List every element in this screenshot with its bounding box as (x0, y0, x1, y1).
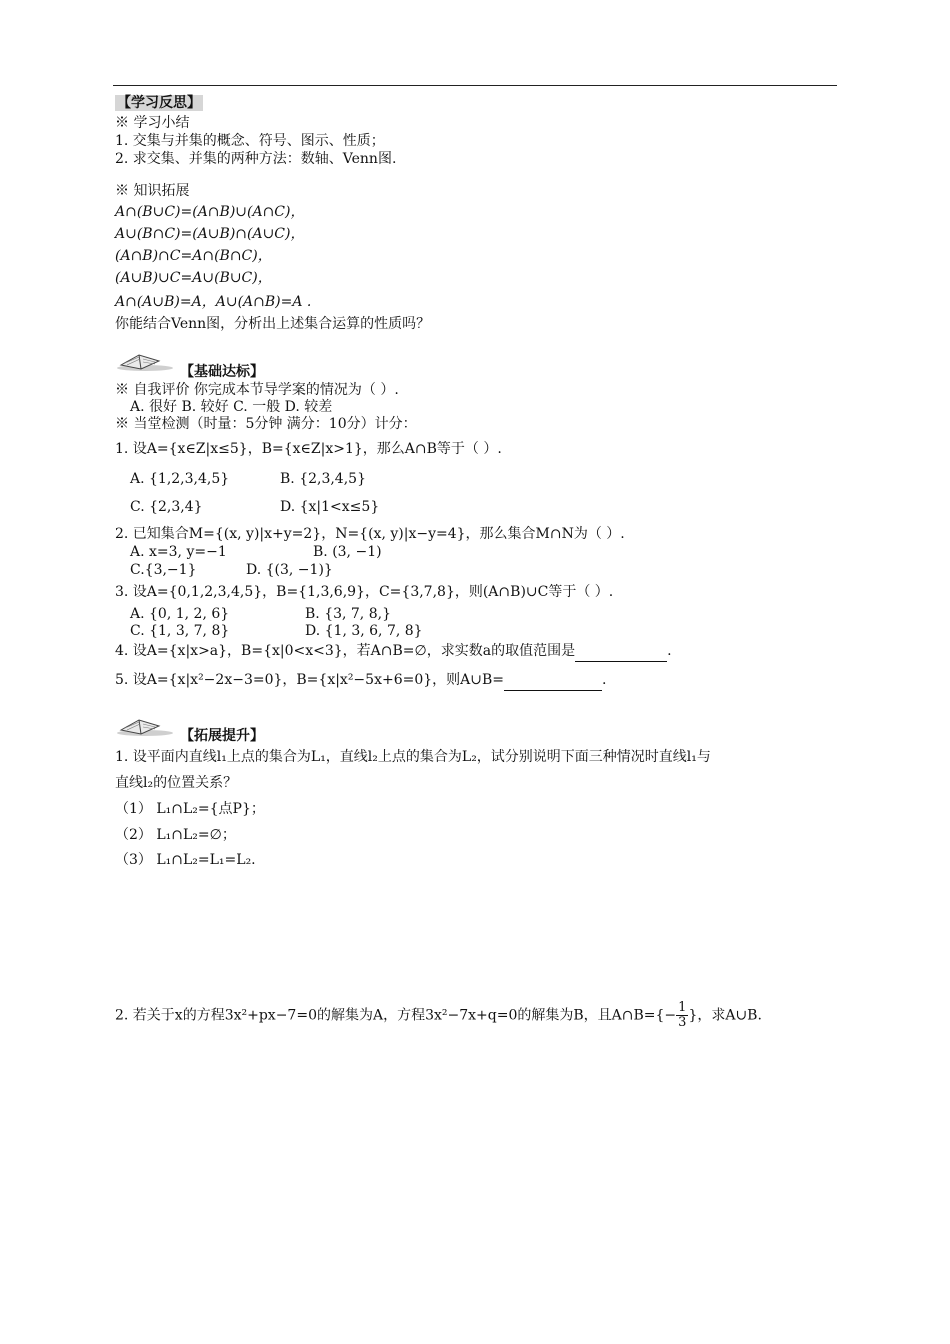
basic-title: 【基础达标】 (180, 364, 264, 380)
summary-item-1: 1. 交集与并集的概念、符号、图示、性质； (115, 133, 385, 149)
problem-1-line-1: 1. 设平面内直线l₁上点的集合为L₁，直线l₂上点的集合为L₂，试分别说明下面三种情况时直线l₁与 (115, 749, 711, 765)
extension-heading: ※ 知识拓展 (115, 183, 190, 199)
q2-option-a: A. x=3, y=−1 (130, 544, 227, 560)
problem-1-line-2: 直线l₂的位置关系？ (115, 775, 238, 791)
reflection-title: 【学习反思】 (117, 95, 201, 111)
q1-option-c: C. {2,3,4} (130, 499, 203, 515)
extend-title: 【拓展提升】 (180, 728, 264, 744)
question-4: 4. 设A={x|x>a}，B={x|0<x<3}，若A∩B=∅，求实数a的取值范围是 . (115, 641, 672, 662)
question-1: 1. 设A={x∈Z|x≤5}，B={x∈Z|x>1}，那么A∩B等于（ ）. (115, 441, 502, 457)
problem-2: 2. 若关于x的方程3x²+px−7=0的解集为A，方程3x²−7x+q=0的解集为B，且A∩B={− $\frac{1}{3}$ }，求A∪B. (115, 1000, 762, 1030)
self-evaluation: ※ 自我评价 你完成本节导学案的情况为（ ）. (115, 382, 399, 398)
formula-1: A∩(B∪C)=(A∩B)∪(A∩C)， (115, 204, 305, 220)
formula-4: (A∪B)∪C=A∪(B∪C)， (115, 270, 272, 286)
q3-option-c: C. {1, 3, 7, 8} (130, 623, 230, 639)
formula-5: A∩(A∪B)=A，A∪(A∩B)=A . (115, 294, 312, 310)
venn-question: 你能结合Venn图，分析出上述集合运算的性质吗？ (115, 316, 431, 332)
self-evaluation-options: A. 很好 B. 较好 C. 一般 D. 较差 (130, 399, 333, 415)
top-rule (113, 85, 837, 86)
q5-answer-blank[interactable] (504, 670, 602, 691)
problem-1-case-3: （3） L₁∩L₂=L₁=L₂. (115, 852, 256, 868)
problem-1-case-2: （2） L₁∩L₂=∅； (115, 827, 236, 843)
q4-answer-blank[interactable] (575, 641, 667, 662)
question-3: 3. 设A={0,1,2,3,4,5}，B={1,3,6,9}，C={3,7,8}，则(A∩B)∪C等于（ ）. (115, 584, 614, 600)
q3-option-d: D. {1, 3, 6, 7, 8} (305, 623, 423, 639)
question-2: 2. 已知集合M={(x, y)|x+y=2}，N={(x, y)|x−y=4}，那么集合M∩N为（ ）. (115, 526, 625, 542)
q3-option-a: A. {0, 1, 2, 6} (130, 606, 230, 622)
q2-option-b: B. (3, −1) (313, 544, 382, 560)
q1-option-a: A. {1,2,3,4,5} (130, 471, 230, 487)
q2-option-c: C.{3,−1} (130, 562, 197, 578)
q1-option-d: D. {x|1<x≤5} (280, 499, 380, 515)
summary-heading: ※ 学习小结 (115, 115, 190, 131)
q1-option-b: B. {2,3,4,5} (280, 471, 366, 487)
question-5: 5. 设A={x|x²−2x−3=0}，B={x|x²−5x+6=0}，则A∪B= . (115, 670, 606, 691)
formula-3: (A∩B)∩C=A∩(B∩C)， (115, 248, 272, 264)
q3-option-b: B. {3, 7, 8,} (305, 606, 391, 622)
problem-1-case-1: （1） L₁∩L₂={点P}； (115, 801, 265, 817)
summary-item-2: 2. 求交集、并集的两种方法：数轴、Venn图. (115, 151, 397, 167)
fraction-one-third: $\frac{1}{3}$ (678, 1000, 687, 1030)
book-icon (115, 714, 175, 736)
q2-option-d: D. {(3, −1)} (246, 562, 333, 578)
book-icon (115, 349, 175, 371)
formula-2: A∪(B∩C)=(A∪B)∩(A∪C)， (115, 226, 305, 242)
test-heading: ※ 当堂检测（时量：5分钟 满分：10分）计分： (115, 416, 417, 432)
